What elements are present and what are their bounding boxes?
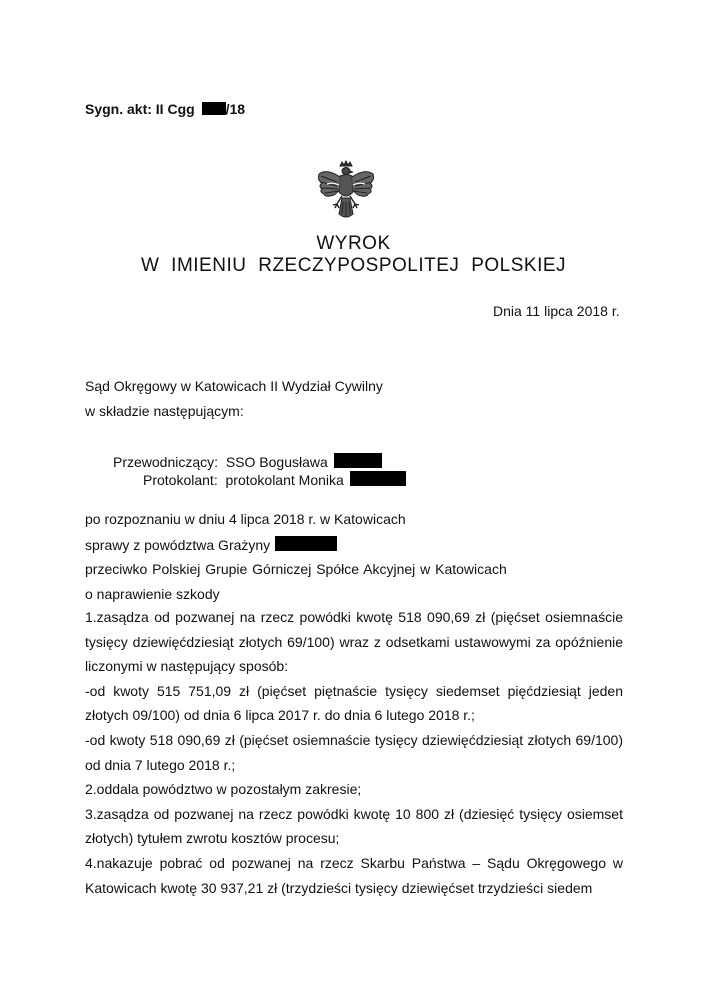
ruling-interest-2: -od kwoty 518 090,69 zł (pięćset osiemnaście tysięcy dziewięćdziesiąt złotych 69/100) od dnia 7 lutego 2018 r.; — [85, 731, 623, 773]
chair-name: SSO Bogusława — [225, 454, 328, 470]
redaction-bar — [275, 536, 337, 551]
panel-chair — [113, 453, 382, 470]
plaintiff-text: sprawy z powództwa Grażyny — [85, 537, 271, 553]
panel-clerk — [143, 471, 406, 488]
clerk-name: protokolant Monika — [225, 472, 344, 488]
ruling-point-1: 1.zasądza od pozwanej na rzecz powódki kwotę 518 090,69 zł (pięćset osiemnaście tysięcy dziewięćdziesiąt złotych 69/100) wraz z odsetkami ustawowymi za opóźnienie liczonymi w następujący sposób: — [85, 609, 623, 675]
hearing-line: po rozpoznaniu w dniu 4 lipca 2018 r. w Katowicach — [85, 511, 406, 527]
case-number — [85, 101, 245, 117]
eagle-icon — [313, 160, 379, 226]
court-composition-label: w składzie następującym: — [85, 403, 244, 419]
ruling-body — [85, 605, 623, 900]
court-name: Sąd Okręgowy w Katowicach II Wydział Cywilny — [85, 378, 383, 394]
plaintiff-line — [85, 536, 337, 553]
judgment-date: Dnia 11 lipca 2018 r. — [493, 303, 620, 319]
subject-line: o naprawienie szkody — [85, 586, 220, 602]
case-number-prefix: Sygn. akt: II Cgg — [85, 101, 195, 117]
clerk-label: Protokolant: — [143, 472, 218, 488]
ruling-point-2: 2.oddala powództwo w pozostałym zakresie; — [85, 781, 362, 798]
ruling-interest-1: -od kwoty 515 751,09 zł (pięćset piętnaście tysięcy siedemset pięćdziesiąt jeden złotych 09/100) od dnia 6 lipca 2017 r. do dnia 6 lutego 2018 r.; — [85, 682, 623, 724]
ruling-point-4: 4.nakazuje pobrać od pozwanej na rzecz Skarbu Państwa – Sądu Okręgowego w Katowicach kwotę 30 937,21 zł (trzydzieści tysięcy dziewięćset trzydzieści siedem — [85, 854, 623, 896]
redaction-bar — [202, 102, 226, 115]
polish-eagle-emblem — [313, 160, 379, 226]
redaction-bar — [350, 471, 406, 486]
redaction-bar — [334, 453, 382, 468]
ruling-point-3: 3.zasądza od pozwanej na rzecz powódki kwotę 10 800 zł (dziesięć tysięcy osiemset złotych) tytułem zwrotu kosztów procesu; — [85, 805, 623, 847]
chair-label: Przewodniczący: — [113, 454, 219, 470]
defendant-line: przeciwko Polskiej Grupie Górniczej Spółce Akcyjnej w Katowicach — [85, 561, 507, 577]
judgment-subtitle: W IMIENIU RZECZYPOSPOLITEJ POLSKIEJ — [140, 255, 567, 276]
case-number-suffix: /18 — [225, 101, 246, 117]
judgment-title: WYROK — [316, 233, 391, 254]
